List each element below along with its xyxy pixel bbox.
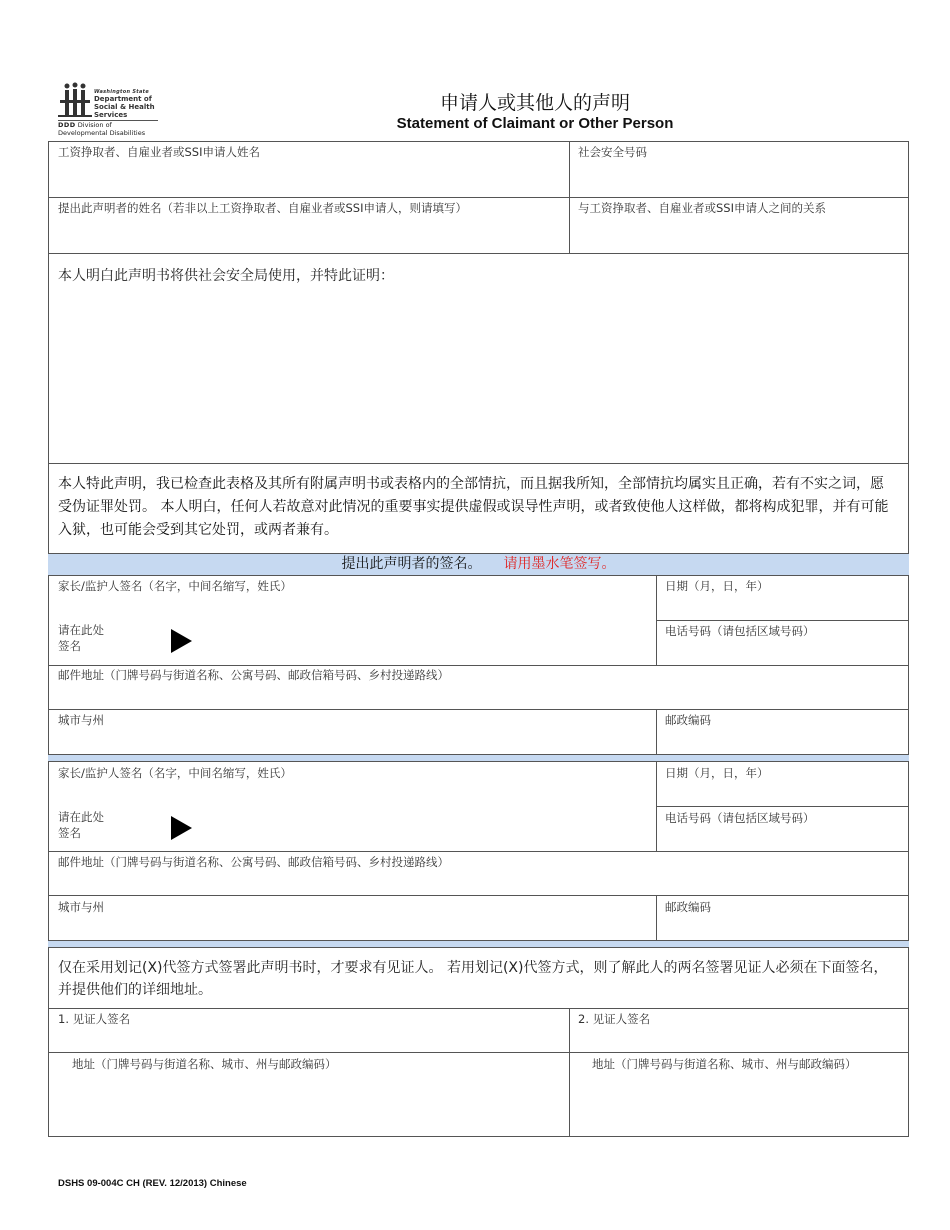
- declaration-text: 本人特此声明，我已检查此表格及其所有附属声明书或表格内的全部情抗，而且据我所知，全部情抗均属实且正确，若有不实之词，愿受伪证罪处罚。 本人明白，任何人若故意对此情况的重要事实提供虚假或误导性声明，或者致使他人这样做，都将构成犯罪，并有可能入狱，也可能会受到其它处罚，或两者兼有。: [58, 476, 889, 538]
- logo-department: Department of Social & Health Services: [94, 95, 155, 119]
- divider: [656, 709, 657, 754]
- logo-division-name: Division of Developmental Disabilities: [58, 121, 146, 137]
- sign-here-label: [58, 622, 104, 654]
- sign-here-arrow-icon: [171, 629, 192, 653]
- ssn-field[interactable]: 社会安全号码: [578, 145, 647, 159]
- divider: [656, 806, 909, 807]
- date-field[interactable]: 日期（月，日，年）: [665, 579, 769, 593]
- guardian-signature-field[interactable]: [196, 600, 646, 660]
- signature-section-title: [49, 554, 908, 576]
- divider: [48, 665, 909, 666]
- guardian-signature-label: 家长/监护人签名（名字，中间名缩写，姓氏）: [58, 579, 292, 593]
- date-field[interactable]: 日期（月，日，年）: [665, 766, 769, 780]
- form-number: DSHS 09-004C CH (REV. 12/2013) Chinese: [58, 1178, 247, 1189]
- divider: [656, 620, 909, 621]
- dshs-logo: [58, 80, 168, 138]
- sign-here-arrow-icon: [171, 816, 192, 840]
- relationship-field[interactable]: 与工资挣取者、自雇业者或SSI申请人之间的关系: [578, 201, 826, 215]
- divider: [48, 1008, 909, 1009]
- divider: [48, 709, 909, 710]
- divider: [48, 851, 909, 852]
- divider: [569, 1008, 570, 1137]
- sign-here-line1: 请在此处: [58, 623, 104, 637]
- city-state-field[interactable]: 城市与州: [58, 713, 104, 727]
- logo-division-code: DDD: [58, 121, 76, 129]
- phone-field[interactable]: 电话号码（请包括区域号码）: [665, 624, 815, 638]
- mailing-address-field[interactable]: 邮件地址（门牌号码与街道名称、公寓号码、邮政信箱号码、乡村投递路线）: [58, 668, 449, 682]
- guardian-signature-field[interactable]: [196, 786, 646, 846]
- witness-2-address-field[interactable]: 地址（门牌号码与街道名称、城市、州与邮政编码）: [592, 1057, 857, 1071]
- guardian-signature-label: 家长/监护人签名（名字，中间名缩写，姓氏）: [58, 766, 292, 780]
- ink-notice: 请用墨水笔签写。: [503, 556, 616, 572]
- page-title-en: Statement of Claimant or Other Person: [396, 115, 674, 132]
- dshs-emblem-icon: [58, 82, 92, 118]
- signature-section-label: 提出此声明者的签名。: [341, 556, 482, 572]
- sign-here-label: [58, 809, 104, 841]
- zip-field[interactable]: 邮政编码: [665, 900, 711, 914]
- earner-name-field[interactable]: 工资挣取者、自雇业者或SSI申请人姓名: [58, 145, 260, 159]
- sign-here-line2: 签名: [58, 826, 81, 840]
- sign-here-line1: 请在此处: [58, 810, 104, 824]
- divider: [656, 895, 657, 940]
- divider: [48, 197, 909, 198]
- witness-1-address-field[interactable]: 地址（门牌号码与街道名称、城市、州与邮政编码）: [72, 1057, 337, 1071]
- logo-state: Washington State: [94, 89, 150, 95]
- section-separator: [48, 754, 909, 762]
- logo-division: [58, 122, 163, 137]
- declarant-name-field[interactable]: 提出此声明者的姓名（若非以上工资挣取者、自雇业者或SSI申请人，则请填写）: [58, 201, 467, 215]
- divider: [48, 1052, 909, 1053]
- witness-note: 仅在采用划记(X)代签方式签署此声明书时，才要求有见证人。 若用划记(X)代签方式，则了解此人的两名签署见证人必须在下面签名，并提供他们的详细地址。: [58, 960, 888, 998]
- divider: [48, 895, 909, 896]
- phone-field[interactable]: 电话号码（请包括区域号码）: [665, 811, 815, 825]
- section-separator: [48, 940, 909, 948]
- mailing-address-field[interactable]: 邮件地址（门牌号码与街道名称、公寓号码、邮政信箱号码、乡村投递路线）: [58, 855, 449, 869]
- certification-text: 本人明白此声明书将供社会安全局使用，并特此证明：: [58, 268, 394, 284]
- witness-2-signature-field[interactable]: 2. 见证人签名: [578, 1012, 651, 1026]
- witness-1-signature-field[interactable]: 1. 见证人签名: [58, 1012, 131, 1026]
- statement-text-area[interactable]: [49, 290, 908, 462]
- page-title-zh: 申请人或其他人的声明: [439, 92, 630, 114]
- sign-here-line2: 签名: [58, 639, 81, 653]
- divider: [48, 253, 909, 254]
- zip-field[interactable]: 邮政编码: [665, 713, 711, 727]
- divider: [48, 463, 909, 464]
- city-state-field[interactable]: 城市与州: [58, 900, 104, 914]
